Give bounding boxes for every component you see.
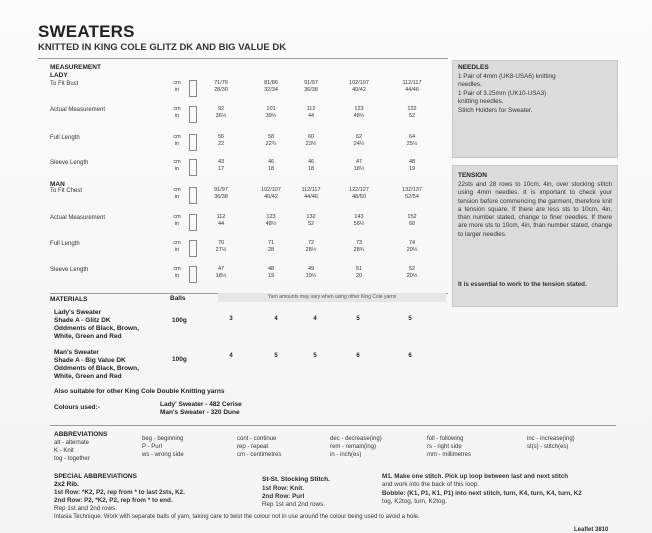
value-cm: 62 (355, 134, 363, 140)
colours-lady: Lady' Sweater - 482 Cerise (160, 401, 242, 408)
divider (38, 58, 448, 59)
rib-row: 2nd Row: P2, *K2, P2, rep from * to end. (54, 497, 173, 504)
value-cm: 47 (217, 266, 225, 272)
unit-bracket (189, 134, 197, 151)
abbreviation-item: K - Knit (54, 448, 74, 454)
measurement-value (257, 240, 285, 254)
value-in: 44 (307, 113, 315, 119)
value-in: 40/42 (352, 87, 366, 93)
value-in: 32/34 (264, 87, 278, 93)
m1-definition: M1. Make one stitch. Pick up loop between last and next stitch (382, 473, 569, 480)
measurement-value (257, 214, 285, 228)
materials-heading: MATERIALS (50, 296, 88, 303)
unit-labels (170, 240, 184, 254)
value-in: 60 (408, 221, 416, 227)
value-cm: 56 (217, 134, 225, 140)
measurement-value (398, 187, 426, 201)
value-cm: 112/117 (402, 80, 422, 86)
value-cm: 64 (408, 134, 416, 140)
unit-in: in (174, 166, 180, 172)
value-cm: 91/97 (214, 187, 228, 193)
value-in: 48½ (265, 221, 277, 227)
value-in: 19 (267, 273, 275, 279)
measurement-value (297, 159, 325, 173)
unit-bracket (189, 106, 197, 123)
value-cm: 101 (266, 106, 276, 112)
unit-labels (170, 214, 184, 228)
measurement-label: Full Length (50, 135, 80, 141)
unit-bracket (189, 266, 197, 283)
value-cm: 92 (217, 106, 225, 112)
measurement-value (345, 240, 373, 254)
lady-sweater-label: Lady's Sweater (54, 309, 102, 316)
needles-line: 1 Pair of 3.25mm (UK10-USA3) (458, 90, 547, 97)
measurement-value (257, 106, 285, 120)
measurement-value (345, 80, 373, 94)
lady-colours: White, Green and Red (54, 333, 122, 340)
abbreviation-item: dec - decrease(ing) (330, 436, 382, 442)
value-cm: 122/127 (349, 187, 369, 193)
value-in: 36/38 (304, 87, 318, 93)
measurement-value (398, 134, 426, 148)
measurement-value (345, 159, 373, 173)
abbreviation-item: in - inch(es) (330, 452, 362, 458)
measurement-value (297, 240, 325, 254)
ball-count: 5 (356, 316, 360, 322)
measurement-value (207, 240, 235, 254)
value-cm: 58 (267, 134, 275, 140)
measurement-label: Sleeve Length (50, 160, 89, 166)
abbreviation-item: ws - wrong side (142, 452, 184, 458)
measurement-value (297, 106, 325, 120)
value-in: 40/42 (264, 194, 278, 200)
value-cm: 112 (306, 106, 316, 112)
colours-used-label: Colours used:- (54, 404, 100, 411)
unit-in: in (174, 247, 180, 253)
value-in: 20 (355, 273, 363, 279)
rib-heading: 2x2 Rib. (54, 481, 79, 488)
value-cm: 81/86 (264, 80, 278, 86)
abbreviation-item: foll - following (427, 436, 464, 442)
value-cm: 43 (217, 159, 225, 165)
ball-count: 3 (229, 316, 233, 322)
unit-bracket (189, 240, 197, 257)
value-in: 29½ (406, 247, 418, 253)
needles-line: knitting needles. (458, 98, 504, 105)
abbreviation-item: P - Purl (142, 444, 162, 450)
value-in: 28¾ (353, 247, 365, 253)
unit-bracket (189, 80, 197, 97)
value-cm: 46 (307, 159, 315, 165)
value-cm: 143 (354, 214, 364, 220)
value-in: 20½ (406, 273, 418, 279)
man-colours: White, Green and Red (54, 373, 122, 380)
value-in: 19 (408, 166, 416, 172)
measurement-value (207, 134, 235, 148)
divider (50, 425, 616, 426)
value-in: 25½ (406, 141, 418, 147)
man-weight: 100g (172, 356, 187, 363)
value-in: 18½ (353, 166, 365, 172)
measurement-value (207, 214, 235, 228)
value-in: 22¾ (265, 141, 277, 147)
unit-in: in (174, 87, 180, 93)
abbreviation-item: rep - repeat (237, 444, 269, 450)
abbreviations-heading: ABBREVIATIONS (54, 431, 108, 438)
value-cm: 112/117 (301, 187, 321, 193)
unit-cm: cm (173, 214, 181, 220)
measurement-value (257, 187, 285, 201)
measurement-label: Sleeve Length (50, 267, 89, 273)
st-st-row: 2nd Row: Purl (262, 493, 305, 500)
measurement-value (398, 240, 426, 254)
abbreviation-item: cm - centimetres (237, 452, 282, 458)
abbreviation-item: mm - millimetres (427, 452, 471, 458)
needles-heading: NEEDLES (458, 64, 489, 71)
measurement-label: To Fit Bust (50, 81, 79, 87)
measurement-value (207, 80, 235, 94)
measurement-value (297, 134, 325, 148)
abbreviation-item: rem - remain(ing) (330, 444, 377, 450)
unit-cm: cm (173, 159, 181, 165)
value-cm: 47 (355, 159, 363, 165)
measurement-value (297, 266, 325, 280)
measurement-label: Actual Measurement (50, 107, 106, 113)
colours-man: Man's Sweater - 320 Dune (160, 409, 240, 416)
lady-weight: 100g (172, 317, 187, 324)
value-in: 52/54 (405, 194, 419, 200)
needles-line: needles. (458, 81, 482, 88)
yarn-note: Yarn amounts may vary when using other King Cole yarns (267, 294, 397, 300)
value-in: 28/30 (214, 87, 228, 93)
tension-heading: TENSION (458, 172, 487, 179)
unit-bracket (189, 214, 197, 231)
unit-cm: cm (173, 106, 181, 112)
measurement-value (345, 214, 373, 228)
value-in: 44/46 (304, 194, 318, 200)
value-cm: 132/137 (402, 187, 422, 193)
leaflet-number: Leaflet 3810 (574, 527, 609, 533)
man-shade: Shade A - Big Value DK (54, 357, 126, 364)
abbreviation-item: rs - right side (427, 444, 462, 450)
value-in: 18 (267, 166, 275, 172)
measurement-value (297, 187, 325, 201)
rib-row: Rep 1st and 2nd rows. (54, 505, 118, 512)
measurement-value (297, 214, 325, 228)
abbreviation-item: alt - alternate (54, 440, 90, 446)
measurement-heading: MEASUREMENT (50, 64, 101, 71)
tension-body: 22sts and 28 rows to 10cm, 4in, over stocking stitch using 4mm needles. It is important to check your tension before commencing the garment, therefore knit a tension square. If there are less sts to 10cm, 4in, than number stated, change to finer needles. If there are more sts to 10cm, 4in, than number stated, change to larger needles. (458, 181, 612, 238)
measurement-value (207, 159, 235, 173)
measurement-value (297, 80, 325, 94)
measurement-value (257, 134, 285, 148)
measurement-value (207, 266, 235, 280)
ball-count: 5 (313, 353, 317, 359)
measurement-value (345, 106, 373, 120)
value-in: 44/46 (405, 87, 419, 93)
unit-cm: cm (173, 266, 181, 272)
value-in: 18½ (215, 273, 227, 279)
man-oddments: Oddments of Black, Brown, (54, 365, 139, 372)
abbreviation-item: tog - together (54, 456, 90, 462)
value-cm: 48 (267, 266, 275, 272)
m1-definition: and work into the back of this loop. (382, 481, 479, 488)
value-cm: 51 (355, 266, 363, 272)
intasia-technique: Intasia Technique. Work with separate balls of yarn, taking care to twist the colour not in use around the colour being used to avoid a hole. (54, 514, 420, 520)
st-st-row: Rep 1st and 2nd rows. (262, 501, 326, 508)
value-in: 48/50 (352, 194, 366, 200)
value-in: 28½ (305, 247, 317, 253)
lady-heading: LADY (50, 72, 68, 79)
man-sweater-label: Man's Sweater (54, 349, 99, 356)
measurement-value (207, 106, 235, 120)
value-in: 18 (307, 166, 315, 172)
value-cm: 123 (354, 106, 364, 112)
value-in: 52 (307, 221, 315, 227)
needles-line: 1 Pair of 4mm (UK8-USA6) knitting (458, 73, 556, 80)
value-cm: 132 (306, 214, 316, 220)
needles-line: Stitch Holders for Sweater. (458, 107, 533, 114)
ball-count: 4 (229, 353, 233, 359)
value-cm: 102/107 (261, 187, 281, 193)
page-title: SWEATERS (38, 22, 135, 41)
measurement-value (398, 214, 426, 228)
value-in: 52 (408, 113, 416, 119)
value-cm: 123 (266, 214, 276, 220)
value-cm: 52 (408, 266, 416, 272)
value-cm: 152 (407, 214, 417, 220)
unit-labels (170, 187, 184, 201)
measurement-value (207, 187, 235, 201)
value-cm: 46 (267, 159, 275, 165)
lady-shade: Shade A - Glitz DK (54, 317, 111, 324)
value-in: 36/38 (214, 194, 228, 200)
value-in: 17 (217, 166, 225, 172)
special-abbreviations-heading: SPECIAL ABBREVIATIONS (54, 473, 137, 480)
value-cm: 132 (407, 106, 417, 112)
value-in: 24½ (353, 141, 365, 147)
unit-cm: cm (173, 80, 181, 86)
value-in: 48½ (353, 113, 365, 119)
value-in: 27½ (215, 247, 227, 253)
unit-bracket (189, 159, 197, 176)
value-cm: 73 (355, 240, 363, 246)
unit-in: in (174, 141, 180, 147)
unit-labels (170, 266, 184, 280)
st-st-heading: St-St. Stocking Stitch. (262, 476, 330, 483)
page-subtitle: KNITTED IN KING COLE GLITZ DK AND BIG VALUE DK (38, 42, 287, 53)
value-cm: 72 (307, 240, 315, 246)
value-cm: 70 (217, 240, 225, 246)
value-cm: 74 (408, 240, 416, 246)
measurement-label: To Fit Chest (50, 188, 83, 194)
measurement-value (398, 106, 426, 120)
measurement-value (345, 134, 373, 148)
unit-labels (170, 106, 184, 120)
ball-count: 5 (408, 316, 412, 322)
measurement-value (257, 159, 285, 173)
bobble-definition: tog, K2tog, turn, K2tog. (382, 498, 447, 505)
value-in: 56½ (353, 221, 365, 227)
unit-labels (170, 134, 184, 148)
value-in: 19½ (305, 273, 317, 279)
balls-heading: Balls (170, 295, 186, 302)
ball-count: 4 (313, 316, 317, 322)
measurement-value (398, 159, 426, 173)
unit-in: in (174, 113, 180, 119)
value-cm: 112 (216, 214, 226, 220)
tension-essential: It is essential to work to the tension stated. (458, 281, 587, 288)
unit-labels (170, 80, 184, 94)
unit-cm: cm (173, 134, 181, 140)
abbreviation-item: st(s) - stitch(es) (527, 444, 569, 450)
value-in: 36½ (215, 113, 227, 119)
abbreviation-item: beg - beginning (142, 436, 184, 442)
measurement-value (257, 266, 285, 280)
unit-cm: cm (173, 240, 181, 246)
rib-row: 1st Row: *K2, P2, rep from * to last 2sts, K2. (54, 489, 185, 496)
ball-count: 5 (274, 353, 278, 359)
unit-cm: cm (173, 187, 181, 193)
value-in: 28 (267, 247, 275, 253)
value-cm: 60 (307, 134, 315, 140)
ball-count: 4 (274, 316, 278, 322)
value-cm: 91/97 (304, 80, 318, 86)
value-in: 23½ (305, 141, 317, 147)
value-cm: 71 (267, 240, 275, 246)
value-cm: 102/107 (349, 80, 369, 86)
value-in: 22 (217, 141, 225, 147)
unit-in: in (174, 194, 180, 200)
abbreviation-item: cont - continue (237, 436, 277, 442)
value-cm: 49 (307, 266, 315, 272)
unit-in: in (174, 273, 180, 279)
unit-in: in (174, 221, 180, 227)
measurement-value (398, 80, 426, 94)
unit-labels (170, 159, 184, 173)
value-in: 39½ (265, 113, 277, 119)
value-cm: 71/76 (214, 80, 228, 86)
lady-oddments: Oddments of Black, Brown, (54, 325, 139, 332)
measurement-value (398, 266, 426, 280)
abbreviation-item: inc - increase(ing) (527, 436, 575, 442)
also-suitable: Also suitable for other King Cole Double Knitting yarns (54, 388, 225, 395)
ball-count: 6 (356, 353, 360, 359)
man-heading: MAN (50, 181, 65, 188)
value-in: 44 (217, 221, 225, 227)
ball-count: 6 (408, 353, 412, 359)
bobble-definition: Bobble: (K1, P1, K1, P1) into next stitch, turn, K4, turn, K4, turn, K2 (382, 490, 582, 497)
value-cm: 48 (408, 159, 416, 165)
measurement-value (345, 187, 373, 201)
st-st-row: 1st Row: Knit. (262, 485, 304, 492)
measurement-value (257, 80, 285, 94)
measurement-label: Full Length (50, 241, 80, 247)
unit-bracket (189, 187, 197, 204)
measurement-label: Actual Measurement (50, 215, 106, 221)
measurement-value (345, 266, 373, 280)
